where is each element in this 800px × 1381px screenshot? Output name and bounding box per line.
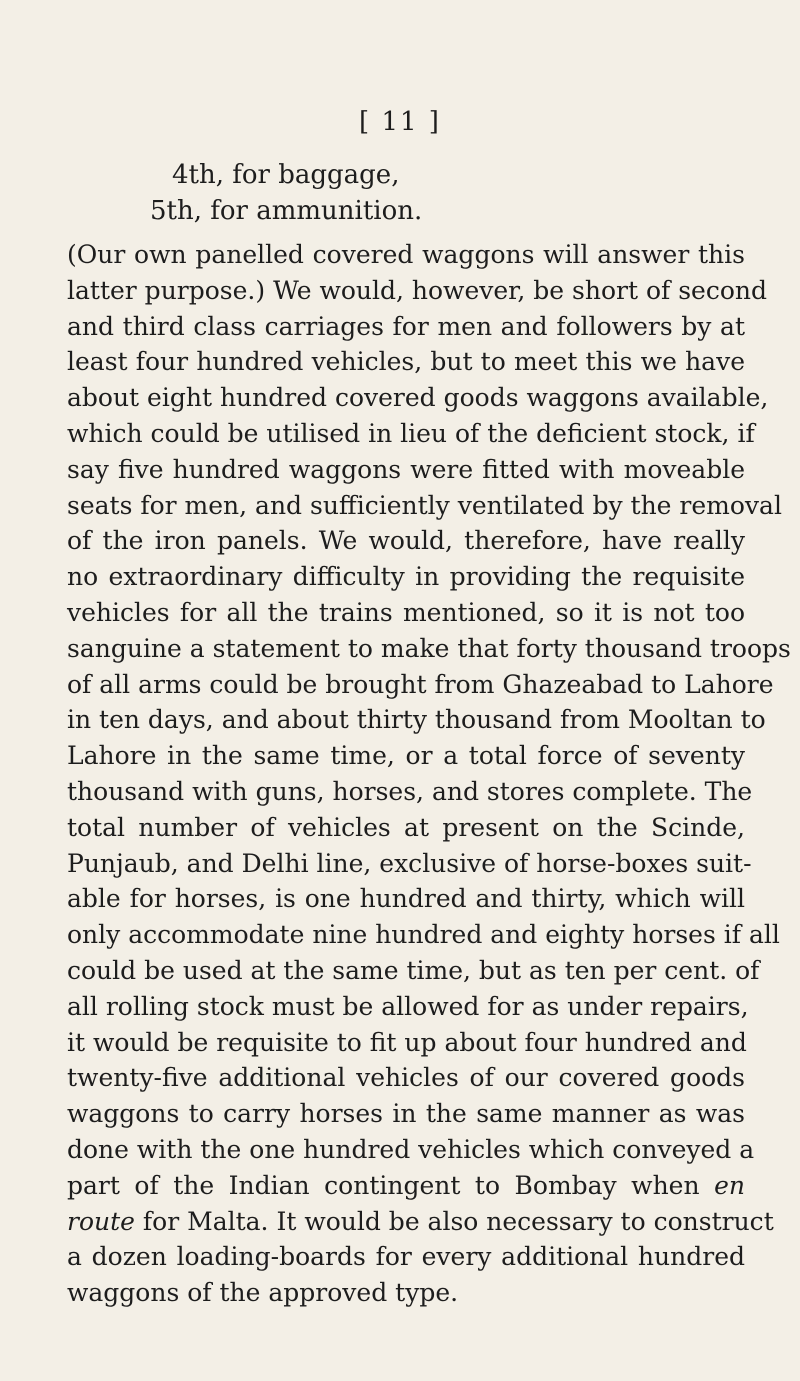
- text-line: about eight hundred covered goods waggons available,: [67, 383, 769, 413]
- text-line: Lahore in the same time, or a total force of seventy: [67, 741, 745, 771]
- text-line: vehicles for all the trains mentioned, so it is not too: [67, 597, 745, 627]
- text-line: able for horses, is one hundred and thirty, which will: [67, 884, 745, 914]
- text-line: all rolling stock must be allowed for as under repairs,: [67, 991, 749, 1021]
- text-line: in ten days, and about thirty thousand from Mooltan to: [67, 705, 766, 735]
- text-line: [67, 1204, 774, 1240]
- text-line: waggons to carry horses in the same manner as was: [67, 1099, 745, 1129]
- text-line: a dozen loading-boards for every additional hundred: [67, 1242, 745, 1272]
- text-line: which could be utilised in lieu of the deficient stock, if: [67, 418, 755, 448]
- text-line: only accommodate nine hundred and eighty horses if all: [67, 920, 780, 950]
- text-line: and third class carriages for men and followers by at: [67, 311, 745, 341]
- text-line: of all arms could be brought from Ghazeabad to Lahore: [67, 669, 774, 699]
- text-line: of the iron panels. We would, therefore, have really: [67, 526, 745, 556]
- text-line: [67, 1168, 745, 1204]
- italic-phrase: route: [67, 1206, 135, 1236]
- text-line: no extraordinary difficulty in providing the requisite: [67, 562, 745, 592]
- italic-phrase: en: [714, 1170, 745, 1200]
- text-line: say five hundred waggons were fitted with moveable: [67, 454, 745, 484]
- text-line: it would be requisite to fit up about four hundred and: [67, 1027, 747, 1057]
- text-fragment: part of the Indian contingent to Bombay when: [67, 1170, 715, 1200]
- text-line: (Our own panelled covered waggons will answer this: [67, 240, 745, 269]
- body-paragraph: [67, 237, 791, 1311]
- text-line: could be used at the same time, but as ten per cent. of: [67, 955, 760, 985]
- text-fragment: for Malta. It would be also necessary to construct: [134, 1206, 774, 1236]
- text-line: done with the one hundred vehicles which conveyed a: [67, 1134, 755, 1164]
- text-line: total number of vehicles at present on the Scinde,: [67, 812, 745, 842]
- list-item-baggage: 4th, for baggage,: [172, 160, 400, 190]
- text-line: latter purpose.) We would, however, be short of second: [67, 275, 767, 305]
- list-item-ammunition: 5th, for ammunition.: [150, 196, 423, 226]
- text-line: seats for men, and sufficiently ventilated by the removal: [67, 490, 782, 520]
- text-line: Punjaub, and Delhi line, exclusive of horse-boxes suit-: [67, 848, 752, 878]
- text-line: least four hundred vehicles, but to meet this we have: [67, 347, 745, 377]
- text-line: thousand with guns, horses, and stores complete. The: [67, 776, 753, 806]
- text-line: twenty-five additional vehicles of our covered goods: [67, 1063, 745, 1093]
- text-line-last: waggons of the approved type.: [67, 1278, 459, 1308]
- text-line: sanguine a statement to make that forty thousand troops: [67, 633, 791, 663]
- page-number: [ 11 ]: [359, 107, 441, 137]
